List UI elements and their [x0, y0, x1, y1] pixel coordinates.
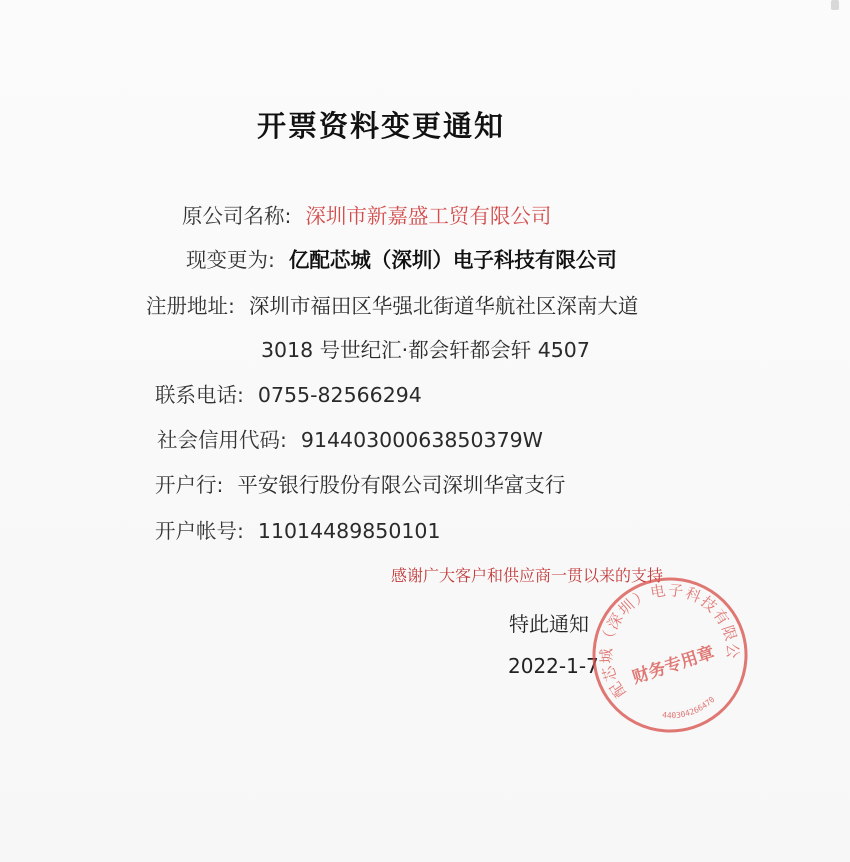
account-row [155, 514, 441, 544]
bank-value: 平安银行股份有限公司深圳华富支行 [237, 473, 566, 497]
seal-number: 440304266470 [661, 694, 717, 721]
date-text: 2022-1-7 [508, 654, 599, 678]
original-name-row [182, 199, 551, 229]
address-label: 注册地址: [146, 294, 235, 318]
credit-code-value: 91440300063850379W [300, 428, 543, 452]
credit-code-label: 社会信用代码: [157, 428, 287, 452]
address-row [146, 289, 638, 319]
address-line2: 3018 号世纪汇·都会轩都会轩 4507 [261, 338, 590, 362]
thanks-text: 感谢广大客户和供应商一贯以来的支持 [391, 566, 664, 585]
phone-row [155, 378, 422, 408]
original-name-label: 原公司名称: [182, 204, 292, 228]
credit-code-row [157, 423, 543, 453]
account-label: 开户帐号: [155, 519, 244, 543]
address-line1: 深圳市福田区华强北街道华航社区深南大道 [248, 294, 639, 318]
bank-row [155, 468, 565, 498]
bank-label: 开户行: [155, 473, 224, 497]
new-name-row [186, 243, 617, 273]
new-name-value: 亿配芯城（深圳）电子科技有限公司 [288, 248, 617, 272]
seal-inner-text: 财务专用章 [629, 642, 717, 689]
notice-text: 特此通知 [509, 612, 589, 636]
new-name-label: 现变更为: [186, 248, 275, 272]
seal-outer-text: 亿配芯城（深圳）电子科技有限公司 [597, 580, 742, 701]
phone-label: 联系电话: [155, 383, 244, 407]
edge-mark [831, 0, 839, 10]
document-title: 开票资料变更通知 [257, 109, 506, 143]
company-seal [590, 575, 750, 735]
original-name-value: 深圳市新嘉盛工贸有限公司 [305, 204, 552, 228]
phone-value: 0755-82566294 [257, 383, 422, 407]
account-value: 11014489850101 [257, 519, 441, 543]
